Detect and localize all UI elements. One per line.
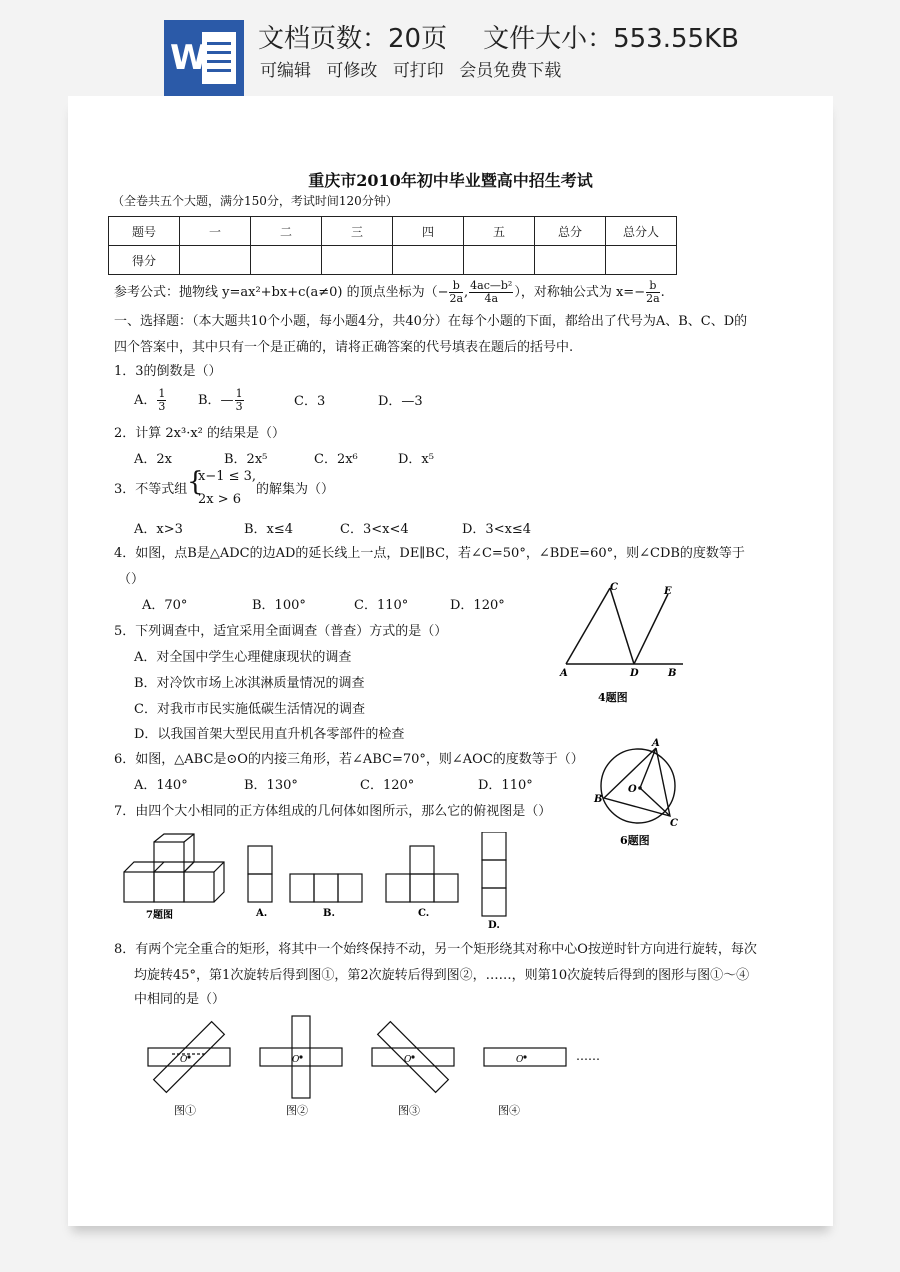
- q1-option-b: [198, 388, 245, 413]
- table-header: 四: [393, 217, 464, 246]
- feature-printable: 可打印: [392, 61, 444, 81]
- q4-option-d: D．120°: [450, 598, 505, 613]
- brace: {: [187, 467, 204, 497]
- point-A: A: [652, 738, 660, 749]
- feature-editable: 可编辑: [260, 61, 311, 81]
- q4-option-b: B．100°: [252, 598, 306, 613]
- table-header: 三: [322, 217, 393, 246]
- q1-option-c: C．3: [294, 394, 326, 409]
- q6-option-c: C．120°: [360, 778, 415, 793]
- figure-4-label: 图④: [498, 1104, 520, 1117]
- option-d-label: D.: [488, 920, 500, 928]
- question-3-tail: 的解集为（）: [256, 482, 335, 497]
- table-header: 总分人: [606, 217, 677, 246]
- denominator: 3: [235, 400, 243, 414]
- feature-member-download: 会员免费下载: [459, 61, 562, 81]
- question-text: 3．不等式组: [114, 482, 188, 497]
- q6-option-a: A．140°: [134, 778, 188, 793]
- q2-option-d: D．x⁵: [398, 452, 434, 467]
- question-8: 8．有两个完全重合的矩形，将其中一个始终保持不动，另一个矩形绕其对称中心O按逆时针方向进行旋转，每次: [114, 942, 757, 957]
- banner-file-info: [258, 18, 775, 55]
- score-cell: [535, 246, 606, 275]
- download-banner: [0, 0, 900, 96]
- option-label: A．: [134, 393, 157, 409]
- word-document-icon: W: [164, 20, 244, 96]
- table-header: 一: [180, 217, 251, 246]
- q2-option-c: C．2x⁶: [314, 452, 358, 467]
- question-3: [114, 482, 187, 498]
- figure-7-caption: 7题图: [146, 910, 173, 921]
- score-cell: [393, 246, 464, 275]
- q5-option-c: C．对我市市民实施低碳生活情况的调查: [134, 702, 365, 717]
- score-cell: [464, 246, 535, 275]
- inequality-1: x−1 ≤ 3,: [198, 469, 257, 484]
- option-c-label: C.: [418, 908, 430, 919]
- q1-option-d: D．—3: [378, 394, 423, 409]
- feature-modifiable: 可修改: [326, 61, 378, 81]
- point-D: D: [630, 668, 639, 679]
- q8-figures: [138, 1012, 618, 1122]
- q3-option-d: D．3<x≤4: [462, 522, 532, 537]
- q5-option-d: D．以我国首架大型民用直升机各零部件的检查: [134, 727, 405, 742]
- question-6: 6．如图，△ABC是⊙O的内接三角形，若∠ABC=70°，则∠AOC的度数等于（）: [114, 752, 584, 767]
- option-a-label: A.: [256, 908, 268, 919]
- question-8-line3: 中相同的是（）: [134, 992, 226, 1007]
- fraction: [469, 280, 513, 305]
- file-size: 文件大小：553.55KB: [483, 24, 739, 54]
- point-E: E: [664, 586, 672, 597]
- inequality-2: 2x > 6: [198, 492, 242, 507]
- point-B: B: [668, 668, 677, 679]
- option-c-view: [386, 846, 458, 902]
- q1-option-a: [134, 388, 167, 413]
- option-label: B．—: [198, 393, 234, 409]
- numerator: b: [449, 280, 463, 293]
- q7-figures: [118, 832, 538, 928]
- question-4-bracket: （）: [118, 572, 145, 587]
- point-B: B: [594, 794, 603, 805]
- option-b-view: [290, 874, 362, 902]
- table-header: 题号: [109, 217, 180, 246]
- table-header: 五: [464, 217, 535, 246]
- score-cell: [180, 246, 251, 275]
- center-O-1: O: [180, 1055, 188, 1065]
- option-d-view: [482, 832, 506, 916]
- fraction: [157, 388, 166, 413]
- point-A: A: [560, 668, 568, 679]
- q2-option-a: A．2x: [134, 452, 172, 467]
- exam-subtitle: （全卷共五个大题，满分150分，考试时间120分钟）: [112, 194, 398, 208]
- center-point: [638, 786, 642, 790]
- figure-3-label: 图③: [398, 1104, 420, 1117]
- fraction: [646, 280, 660, 305]
- page-count: 文档页数：20页: [258, 24, 448, 54]
- center-O-4: O: [516, 1055, 524, 1065]
- q6-option-d: D．110°: [478, 778, 533, 793]
- q3-option-a: A．x>3: [134, 522, 183, 537]
- ellipsis: ……: [576, 1049, 600, 1063]
- banner-features: [260, 56, 571, 81]
- question-5: 5．下列调查中，适宜采用全面调查（普查）方式的是（）: [114, 624, 448, 639]
- score-cell: [606, 246, 677, 275]
- numerator: 4ac—b²: [470, 279, 513, 292]
- denominator: 2a: [646, 292, 660, 306]
- cube-solid-figure: [124, 834, 224, 902]
- figure-6: [590, 736, 690, 851]
- q5-option-b: B．对冷饮市场上冰淇淋质量情况的调查: [134, 676, 365, 691]
- point-O: O: [628, 784, 637, 795]
- q2-option-b: B．2x⁵: [224, 452, 268, 467]
- figure-2-label: 图②: [286, 1104, 308, 1117]
- denominator: 2a: [449, 292, 464, 306]
- score-table: [108, 216, 677, 275]
- center-O-2: O: [292, 1055, 300, 1065]
- figure-6-caption: 6题图: [620, 834, 650, 847]
- numerator: b: [646, 280, 660, 293]
- reference-formula: 参考公式：抛物线 y=ax²+bx+c(a≠0) 的顶点坐标为（− $\frac{b}{2a}$ , $\frac{\text{4ac—b²}}{4a}$ ），对称轴公式为 x=− $\frac{b}{2a}$ .: [114, 279, 665, 306]
- figure-4: [558, 576, 688, 706]
- q5-option-a: A．对全国中学生心理健康现状的调查: [134, 650, 352, 665]
- table-header: 总分: [535, 217, 606, 246]
- score-cell: [322, 246, 393, 275]
- fraction: [449, 280, 463, 305]
- exam-title: 重庆市2010年初中毕业暨高中招生考试: [308, 171, 593, 190]
- numerator: 1: [235, 387, 243, 400]
- option-a-view: [248, 846, 272, 902]
- numerator: 1: [158, 387, 166, 400]
- q3-option-b: B．x≤4: [244, 522, 294, 537]
- formula-text: ），对称轴公式为 x=−: [514, 285, 646, 301]
- q6-option-b: B．130°: [244, 778, 298, 793]
- center-O-3: O: [404, 1055, 412, 1065]
- document-page: [68, 96, 833, 1226]
- q3-option-c: C．3<x<4: [340, 522, 409, 537]
- point-C: C: [610, 582, 618, 593]
- question-1: 1．3的倒数是（）: [114, 364, 222, 379]
- denominator: 3: [158, 400, 166, 414]
- question-8-line2: 均旋转45°，第1次旋转后得到图①，第2次旋转后得到图②，……，则第10次旋转后得到的图形与图①～④: [134, 968, 750, 983]
- table-header: 二: [251, 217, 322, 246]
- formula-text: 参考公式：抛物线 y=ax²+bx+c(a≠0) 的顶点坐标为（−: [114, 285, 449, 301]
- point-C: C: [670, 818, 678, 829]
- table-row-label: 得分: [109, 246, 180, 275]
- q4-option-a: A．70°: [142, 598, 188, 613]
- score-cell: [251, 246, 322, 275]
- question-2: 2．计算 2x³·x² 的结果是（）: [114, 426, 286, 441]
- figure-4-caption: 4题图: [598, 691, 628, 704]
- section-one-instructions: 四个答案中，其中只有一个是正确的，请将正确答案的代号填表在题后的括号中.: [114, 340, 574, 355]
- question-7: 7．由四个大小相同的正方体组成的几何体如图所示，那么它的俯视图是（）: [114, 804, 552, 819]
- fraction: [235, 388, 244, 413]
- section-one-heading: 一、选择题：（本大题共10个小题，每小题4分，共40分）在每个小题的下面，都给出了代号为A、B、C、D的: [114, 314, 748, 329]
- q4-option-c: C．110°: [354, 598, 409, 613]
- denominator: 4a: [484, 292, 499, 306]
- figure-1-label: 图①: [174, 1104, 196, 1117]
- option-b-label: B.: [323, 908, 335, 919]
- question-4: 4．如图，点B是△ADC的边AD的延长线上一点，DE∥BC，若∠C=50°，∠BDE=60°，则∠CDB的度数等于: [114, 546, 745, 561]
